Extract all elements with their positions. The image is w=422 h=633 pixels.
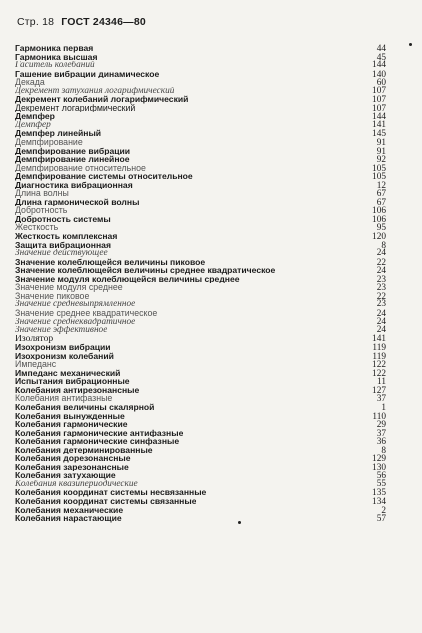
index-page-number: 57 [376,514,386,525]
index-term: Колебания нарастающие [15,514,122,523]
index-term: Колебания гармонические [15,420,128,429]
index-term: Импеданс [15,360,57,369]
index-page-number: 12 [376,180,386,191]
index-page-number: 122 [372,360,386,371]
index-page-number: 106 [372,214,386,225]
index-page-number: 2 [381,505,386,516]
index-page-number: 107 [372,85,386,96]
index-term: Значение действующее [15,249,108,258]
index-page-number: 22 [376,257,386,268]
index-term: Значение колеблющейся величины среднее квадратическое [15,266,276,275]
index-term: Колебания квазипериодические [15,479,138,489]
index-entry [15,335,386,344]
index-term: Жесткость комплексная [15,232,118,241]
index-page-number: 145 [372,129,386,140]
index-page-number: 107 [372,95,386,106]
index-page-number: 24 [376,316,386,327]
index-entry [15,164,386,173]
index-page-number: 60 [376,78,386,89]
index-page-number: 8 [381,240,386,251]
index-term: Изолятор [15,334,54,344]
index-term: Добротность [15,206,68,215]
index-term: Колебания антирезонансные [15,385,140,395]
index-entry [15,121,386,130]
index-page-number: 141 [372,333,386,344]
index-page-number: 144 [372,60,386,71]
index-page-number: 37 [376,428,386,439]
index-term: Значение модуля среднее [15,283,123,292]
ink-dot [409,43,412,46]
index-page-number: 22 [376,291,386,302]
index-page-number: 67 [376,197,386,208]
index-term: Демпфирование системы относительное [15,172,193,181]
index-entry [15,463,386,472]
index-term: Демпфирование [15,138,83,147]
index-term: Испытания вибрационные [15,377,130,386]
index-page-number: 130 [372,462,386,473]
index-term: Колебания механические [15,505,124,515]
index-page-number: 37 [376,394,386,405]
index-term: Колебания зарезонансные [15,462,129,472]
index-page-number: 105 [372,163,386,174]
index-entry [15,206,386,215]
index-page-number: 23 [376,274,386,285]
index-page-number: 24 [376,248,386,259]
index-list [15,44,386,523]
index-page-number: 107 [372,103,386,114]
index-page-number: 67 [376,189,386,200]
index-term: Колебания затухающие [15,471,116,480]
index-term: Колебания антифазные [15,394,113,403]
index-page-number: 120 [372,232,386,243]
index-entry [15,471,386,480]
index-page-number: 129 [372,454,386,465]
index-entry [15,497,386,506]
index-term: Колебания координат системы связанные [15,496,197,506]
index-entry [15,292,386,301]
index-entry [15,318,386,327]
index-term: Импеданс механический [15,368,121,378]
index-entry [15,309,386,318]
index-entry [15,480,386,489]
index-page-number: 105 [372,172,386,183]
index-page-number: 92 [376,155,386,166]
index-term: Демпфер [15,120,51,130]
index-term: Гашение вибрации динамическое [15,69,160,79]
index-term: Декада [15,78,45,87]
index-entry [15,78,386,87]
standard-code: ГОСТ 24346—80 [61,16,146,28]
index-entry [15,360,386,369]
index-entry [15,172,386,181]
index-entry [15,394,386,403]
index-term: Защита вибрационная [15,240,111,250]
index-entry [15,369,386,378]
index-page-number: 44 [376,44,386,54]
index-entry [15,258,386,267]
index-entry [15,454,386,463]
index-term: Демпфер линейный [15,129,102,139]
index-term: Колебания координат системы несвязанные [15,488,207,497]
index-term: Демпфирование относительное [15,163,146,173]
index-term: Декремент затухания логарифмический [15,86,175,96]
index-term: Значение пиковое [15,291,90,301]
index-page-number: 23 [376,283,386,294]
index-page-number: 24 [376,325,386,336]
index-page-number: 119 [372,343,386,354]
index-entry [15,386,386,395]
index-page-number: 91 [376,146,386,157]
index-term: Декремент логарифмический [15,103,136,113]
index-page-number: 135 [372,488,386,499]
index-entry [15,266,386,275]
index-term: Колебания величины скалярной [15,402,155,412]
index-page-number: 91 [376,138,386,149]
index-entry [15,446,386,455]
index-term: Значение средневыпрямленное [15,300,136,309]
index-entry [15,181,386,190]
index-term: Демпфирование вибрации [15,146,131,156]
index-term: Длина гармонической волны [15,197,140,207]
index-term: Изохронизм вибрации [15,343,111,352]
index-entry [15,283,386,292]
index-term: Гармоника высшая [15,52,98,62]
index-term: Значение модуля колеблющейся величины среднее [15,274,240,284]
index-page-number: 144 [372,112,386,123]
index-term: Диагностика вибрационная [15,180,133,190]
index-term: Значение среднее квадратическое [15,308,158,318]
index-page-number: 1 [381,402,386,413]
index-entry [15,403,386,412]
index-term: Добротность системы [15,214,111,224]
index-term: Колебания вынужденные [15,411,125,421]
index-entry [15,326,386,335]
index-entry [15,437,386,446]
index-entry [15,352,386,361]
index-entry [15,112,386,121]
index-entry [15,488,386,497]
index-entry [15,412,386,421]
index-term: Демпфер [15,112,55,121]
index-term: Гаситель колебаний [15,61,95,70]
index-page-number: 24 [376,308,386,319]
index-entry [15,429,386,438]
page-number: Стр. 18 [17,16,55,28]
index-entry [15,241,386,250]
index-entry [15,420,386,429]
index-term: Значение среднеквадратичное [15,317,136,327]
index-term: Колебания детерминированные [15,445,153,455]
index-page-number: 134 [372,496,386,507]
index-page-number: 110 [372,411,386,422]
index-term: Декремент колебаний логарифмический [15,95,189,104]
index-entry [15,506,386,515]
index-entry [15,249,386,258]
index-entry [15,147,386,156]
index-page-number: 29 [376,420,386,431]
index-entry [15,198,386,207]
index-term: Колебания дорезонансные [15,454,131,463]
index-entry [15,104,386,113]
index-page-number: 45 [376,52,386,63]
index-page-number: 119 [372,351,386,362]
index-entry [15,138,386,147]
index-page-number: 36 [376,437,386,448]
index-page-number: 122 [372,368,386,379]
index-entry [15,95,386,104]
index-term: Длина волны [15,189,69,198]
index-entry [15,129,386,138]
index-term: Значение эффективное [15,326,108,335]
index-entry [15,223,386,232]
index-page-number: 127 [372,385,386,396]
index-page-number: 56 [376,471,386,482]
index-entry [15,300,386,309]
index-entry [15,87,386,96]
index-entry [15,53,386,62]
page-header [17,16,146,28]
index-entry [15,155,386,164]
index-page-number: 24 [376,266,386,277]
index-term: Демпфирование линейное [15,155,130,164]
index-term: Колебания гармонические антифазные [15,428,184,438]
index-entry [15,215,386,224]
index-page-number: 8 [381,445,386,456]
index-term: Значение колеблющейся величины пиковое [15,257,206,267]
index-entry [15,377,386,386]
index-term: Изохронизм колебаний [15,351,114,361]
index-entry [15,343,386,352]
index-entry [15,189,386,198]
index-entry [15,61,386,70]
index-page-number: 140 [372,69,386,80]
index-term: Гармоника первая [15,44,94,53]
index-page-number: 23 [376,299,386,310]
index-page-number: 106 [372,206,386,217]
index-page-number: 11 [377,377,386,388]
index-entry [15,275,386,284]
index-page-number: 95 [376,223,386,234]
index-page-number: 141 [372,119,386,130]
index-entry [15,514,386,523]
index-term: Жесткость [15,223,59,233]
index-entry [15,70,386,79]
index-page-number: 55 [376,478,386,489]
index-entry [15,44,386,53]
index-term: Колебания гармонические синфазные [15,437,180,446]
index-entry [15,232,386,241]
